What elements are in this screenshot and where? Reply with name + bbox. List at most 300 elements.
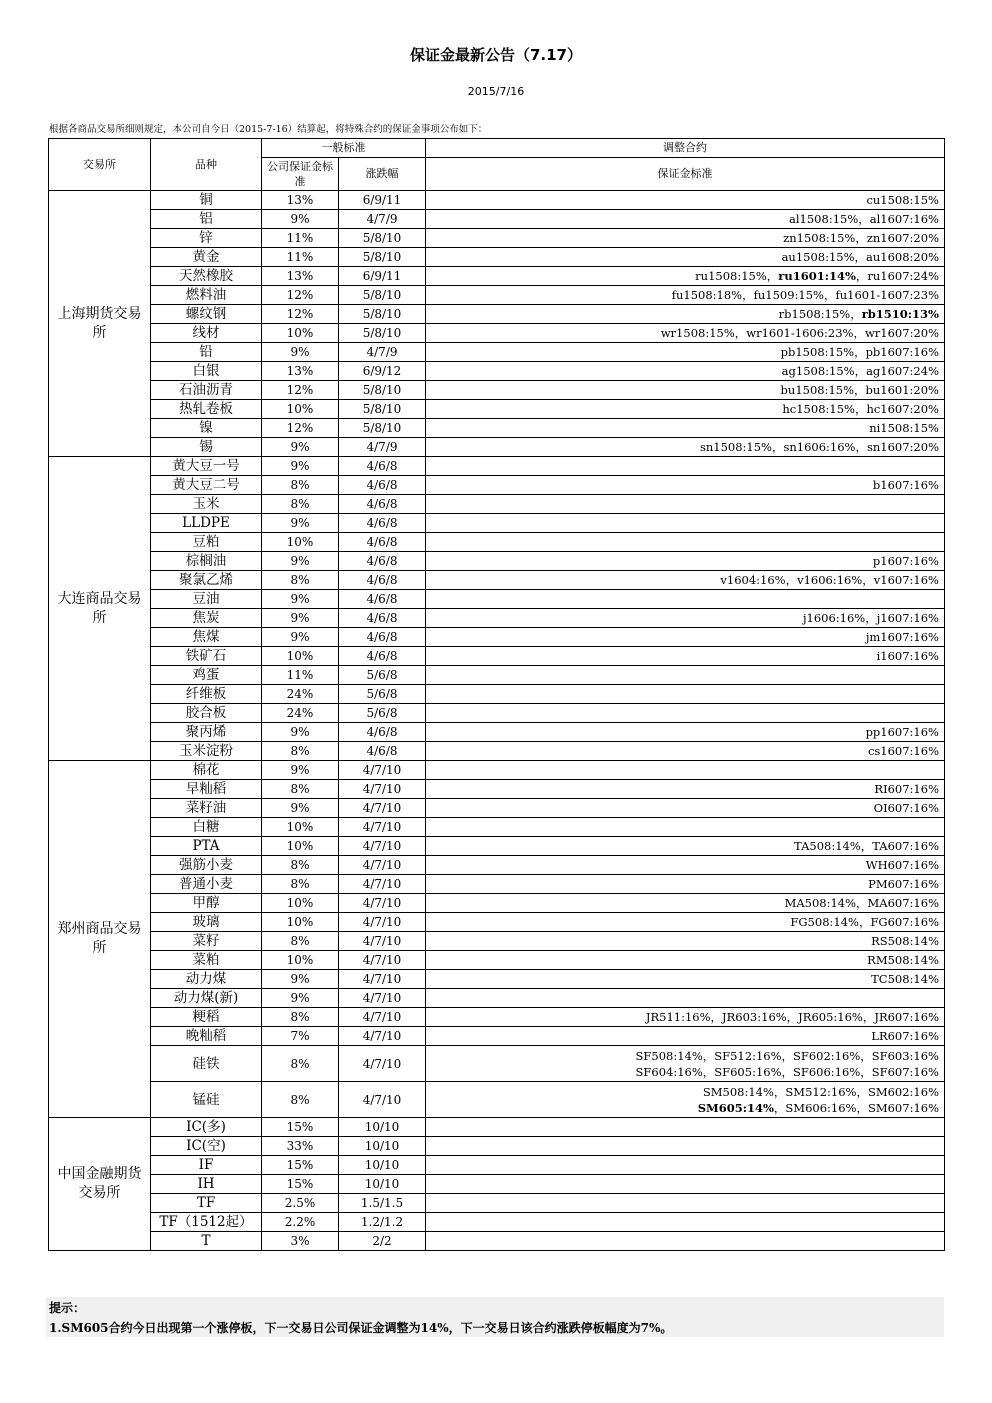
- margin-value: 9%: [262, 514, 339, 533]
- adjust-segment: rb1508:15%，: [778, 307, 862, 321]
- adjusted-contracts: [426, 799, 945, 818]
- limit-value: 4/7/9: [339, 343, 426, 362]
- table-row: [49, 533, 945, 552]
- table-row: [49, 609, 945, 628]
- margin-value: 9%: [262, 723, 339, 742]
- product-name: 动力煤(新): [151, 989, 262, 1008]
- margin-value: 9%: [262, 590, 339, 609]
- margin-value: 12%: [262, 419, 339, 438]
- adjust-segment: TA508:14%，TA607:16%: [794, 839, 939, 853]
- adjust-line: [431, 383, 939, 397]
- table-row: [49, 476, 945, 495]
- adjust-segment: ag1508:15%，ag1607:24%: [781, 364, 939, 378]
- adjust-segment: ru1601:14%: [778, 269, 856, 283]
- table-row: [49, 685, 945, 704]
- limit-value: 4/7/10: [339, 799, 426, 818]
- margin-value: 9%: [262, 343, 339, 362]
- adjusted-contracts: [426, 837, 945, 856]
- adjust-line: [431, 839, 939, 853]
- product-name: IF: [151, 1156, 262, 1175]
- adjusted-contracts: [426, 989, 945, 1008]
- table-row: [49, 457, 945, 476]
- table-row: [49, 818, 945, 837]
- adjusted-contracts: [426, 419, 945, 438]
- adjust-line: [431, 896, 939, 910]
- margin-value: 11%: [262, 248, 339, 267]
- adjusted-contracts: [426, 400, 945, 419]
- adjust-segment: WH607:16%: [865, 858, 939, 872]
- table-row: [49, 913, 945, 932]
- table-row: [49, 989, 945, 1008]
- adjusted-contracts: [426, 1046, 945, 1082]
- limit-value: 4/7/10: [339, 989, 426, 1008]
- table-row: [49, 1137, 945, 1156]
- product-name: 玉米淀粉: [151, 742, 262, 761]
- adjust-line: [431, 250, 939, 264]
- adjust-segment: JR511:16%，JR603:16%，JR605:16%，JR607:16%: [645, 1010, 939, 1024]
- limit-value: 4/7/10: [339, 913, 426, 932]
- product-name: IC(多): [151, 1118, 262, 1137]
- adjust-segment: b1607:16%: [872, 478, 939, 492]
- margin-value: 10%: [262, 818, 339, 837]
- adjust-segment: ，ru1607:24%: [855, 269, 939, 283]
- adjusted-contracts: [426, 875, 945, 894]
- margin-value: 8%: [262, 856, 339, 875]
- table-row: [49, 1213, 945, 1232]
- product-name: 焦炭: [151, 609, 262, 628]
- margin-value: 9%: [262, 438, 339, 457]
- adjusted-contracts: [426, 362, 945, 381]
- limit-value: 1.2/1.2: [339, 1213, 426, 1232]
- product-name: 硅铁: [151, 1046, 262, 1082]
- adjust-segment: pp1607:16%: [865, 725, 939, 739]
- adjust-line: [431, 725, 939, 739]
- table-row: [49, 951, 945, 970]
- adjust-line: [431, 953, 939, 967]
- adjust-segment: RS508:14%: [871, 934, 939, 948]
- limit-value: 6/9/12: [339, 362, 426, 381]
- limit-value: 4/6/8: [339, 495, 426, 514]
- table-row: [49, 647, 945, 666]
- margin-value: 10%: [262, 837, 339, 856]
- table-row: [49, 495, 945, 514]
- adjusted-contracts: [426, 590, 945, 609]
- adjust-line: [431, 364, 939, 378]
- document-date: 2015/7/16: [467, 85, 525, 98]
- adjust-line: [431, 307, 939, 321]
- product-name: 菜粕: [151, 951, 262, 970]
- product-name: 玻璃: [151, 913, 262, 932]
- table-row: [49, 1082, 945, 1118]
- adjusted-contracts: [426, 495, 945, 514]
- margin-value: 9%: [262, 609, 339, 628]
- margin-value: 8%: [262, 1082, 339, 1118]
- margin-value: 9%: [262, 970, 339, 989]
- adjust-segment: SF604:16%，SF605:16%，SF606:16%，SF607:16%: [635, 1064, 939, 1079]
- adjusted-contracts: [426, 761, 945, 780]
- table-row: [49, 552, 945, 571]
- table-row: [49, 1194, 945, 1213]
- note-box: [46, 1297, 944, 1337]
- margin-value: 9%: [262, 457, 339, 476]
- margin-value: 10%: [262, 400, 339, 419]
- product-name: LLDPE: [151, 514, 262, 533]
- limit-value: 5/6/8: [339, 666, 426, 685]
- limit-value: 4/7/10: [339, 1082, 426, 1118]
- margin-value: 12%: [262, 381, 339, 400]
- limit-value: 4/7/10: [339, 970, 426, 989]
- limit-value: 4/7/10: [339, 932, 426, 951]
- table-row: [49, 1046, 945, 1082]
- table-row: [49, 1118, 945, 1137]
- table-row: [49, 932, 945, 951]
- table-row: [49, 704, 945, 723]
- table-row: [49, 590, 945, 609]
- product-name: 甲醇: [151, 894, 262, 913]
- margin-value: 24%: [262, 704, 339, 723]
- limit-value: 5/6/8: [339, 704, 426, 723]
- product-name: 线材: [151, 324, 262, 343]
- product-name: 早籼稻: [151, 780, 262, 799]
- adjusted-contracts: [426, 248, 945, 267]
- margin-value: 10%: [262, 647, 339, 666]
- adjusted-contracts: [426, 571, 945, 590]
- table-row: [49, 1175, 945, 1194]
- product-name: 纤维板: [151, 685, 262, 704]
- limit-value: 5/8/10: [339, 324, 426, 343]
- limit-value: 4/7/10: [339, 856, 426, 875]
- margin-value: 9%: [262, 761, 339, 780]
- table-row: [49, 400, 945, 419]
- limit-value: 5/8/10: [339, 419, 426, 438]
- adjust-line: [431, 573, 939, 587]
- adjusted-contracts: [426, 1232, 945, 1251]
- table-row: [49, 1156, 945, 1175]
- adjust-segment: SF508:14%，SF512:16%，SF602:16%，SF603:16%: [635, 1048, 939, 1063]
- adjusted-contracts: [426, 1082, 945, 1118]
- margin-value: 13%: [262, 267, 339, 286]
- table-body: [49, 191, 945, 1251]
- table-row: [49, 571, 945, 590]
- product-name: 黄金: [151, 248, 262, 267]
- table-row: [49, 343, 945, 362]
- product-name: 铁矿石: [151, 647, 262, 666]
- adjusted-contracts: [426, 476, 945, 495]
- adjust-line: [431, 345, 939, 359]
- limit-value: 4/7/10: [339, 837, 426, 856]
- margin-value: 24%: [262, 685, 339, 704]
- margin-value: 10%: [262, 913, 339, 932]
- adjust-line: [431, 554, 939, 568]
- limit-value: 5/6/8: [339, 685, 426, 704]
- intro-text: 根据各商品交易所细则规定，本公司自今日（2015-7-16）结算起，将特殊合约的保证金事项公布如下：: [49, 124, 488, 135]
- adjust-segment: cs1607:16%: [867, 744, 939, 758]
- adjusted-contracts: [426, 970, 945, 989]
- adjust-segment: FG508:14%，FG607:16%: [790, 915, 939, 929]
- limit-value: 4/6/8: [339, 552, 426, 571]
- limit-value: 5/8/10: [339, 286, 426, 305]
- adjust-segment: zn1508:15%，zn1607:20%: [783, 231, 939, 245]
- table-row: [49, 362, 945, 381]
- adjusted-contracts: [426, 818, 945, 837]
- margin-table: [48, 138, 945, 1251]
- header-row: [49, 139, 945, 158]
- adjust-segment: p1607:16%: [872, 554, 939, 568]
- table-row: [49, 419, 945, 438]
- adjusted-contracts: [426, 457, 945, 476]
- margin-value: 33%: [262, 1137, 339, 1156]
- adjusted-contracts: [426, 1118, 945, 1137]
- limit-value: 1.5/1.5: [339, 1194, 426, 1213]
- margin-value: 9%: [262, 210, 339, 229]
- exchange-name: 郑州商品交易所: [49, 761, 151, 1118]
- product-name: 焦煤: [151, 628, 262, 647]
- product-name: IH: [151, 1175, 262, 1194]
- adjust-line: [431, 421, 939, 435]
- product-name: 菜籽: [151, 932, 262, 951]
- product-name: 锡: [151, 438, 262, 457]
- table-row: [49, 970, 945, 989]
- product-name: 胶合板: [151, 704, 262, 723]
- adjust-line: [431, 877, 939, 891]
- product-name: 鸡蛋: [151, 666, 262, 685]
- adjust-segment: v1604:16%，v1606:16%，v1607:16%: [720, 573, 939, 587]
- adjusted-contracts: [426, 723, 945, 742]
- margin-value: 8%: [262, 780, 339, 799]
- adjust-line: [431, 1029, 939, 1043]
- limit-value: 4/7/9: [339, 210, 426, 229]
- margin-value: 15%: [262, 1156, 339, 1175]
- adjusted-contracts: [426, 438, 945, 457]
- margin-value: 10%: [262, 951, 339, 970]
- header-limit: 涨跌幅: [339, 158, 426, 191]
- adjust-line: [431, 1100, 939, 1116]
- adjust-line: [431, 1048, 939, 1064]
- adjusted-contracts: [426, 609, 945, 628]
- adjusted-contracts: [426, 628, 945, 647]
- adjust-segment: RI607:16%: [874, 782, 939, 796]
- adjust-line: [431, 915, 939, 929]
- adjust-line: [431, 972, 939, 986]
- document-title: 保证金最新公告（7.17）: [409, 46, 582, 64]
- adjust-line: [431, 1064, 939, 1080]
- product-name: 燃料油: [151, 286, 262, 305]
- table-row: [49, 305, 945, 324]
- limit-value: 4/6/8: [339, 742, 426, 761]
- adjust-segment: OI607:16%: [873, 801, 939, 815]
- limit-value: 4/7/10: [339, 875, 426, 894]
- margin-value: 8%: [262, 875, 339, 894]
- adjust-line: [431, 934, 939, 948]
- adjust-segment: au1508:15%，au1608:20%: [781, 250, 939, 264]
- limit-value: 4/7/9: [339, 438, 426, 457]
- margin-value: 3%: [262, 1232, 339, 1251]
- product-name: 玉米: [151, 495, 262, 514]
- adjust-line: [431, 1010, 939, 1024]
- margin-value: 10%: [262, 894, 339, 913]
- margin-value: 9%: [262, 552, 339, 571]
- table-row: [49, 894, 945, 913]
- limit-value: 2/2: [339, 1232, 426, 1251]
- header-exchange: 交易所: [49, 139, 151, 191]
- adjust-segment: pb1508:15%，pb1607:16%: [780, 345, 939, 359]
- adjusted-contracts: [426, 267, 945, 286]
- adjusted-contracts: [426, 1137, 945, 1156]
- limit-value: 10/10: [339, 1118, 426, 1137]
- limit-value: 4/7/10: [339, 780, 426, 799]
- margin-value: 9%: [262, 628, 339, 647]
- product-name: 聚氯乙烯: [151, 571, 262, 590]
- limit-value: 5/8/10: [339, 381, 426, 400]
- limit-value: 5/8/10: [339, 229, 426, 248]
- table-row: [49, 248, 945, 267]
- table-row: [49, 229, 945, 248]
- adjusted-contracts: [426, 229, 945, 248]
- adjusted-contracts: [426, 191, 945, 210]
- product-name: PTA: [151, 837, 262, 856]
- adjust-segment: jm1607:16%: [865, 630, 939, 644]
- adjust-line: [431, 782, 939, 796]
- adjusted-contracts: [426, 305, 945, 324]
- product-name: 普通小麦: [151, 875, 262, 894]
- margin-value: 8%: [262, 742, 339, 761]
- table-row: [49, 267, 945, 286]
- adjusted-contracts: [426, 856, 945, 875]
- adjust-segment: MA508:14%，MA607:16%: [784, 896, 939, 910]
- product-name: 粳稻: [151, 1008, 262, 1027]
- limit-value: 4/6/8: [339, 647, 426, 666]
- adjust-segment: j1606:16%，j1607:16%: [802, 611, 939, 625]
- limit-value: 4/6/8: [339, 476, 426, 495]
- margin-value: 12%: [262, 286, 339, 305]
- margin-value: 9%: [262, 799, 339, 818]
- adjust-line: [431, 231, 939, 245]
- header-company-margin: 公司保证金标准: [262, 158, 339, 191]
- limit-value: 4/6/8: [339, 533, 426, 552]
- table-row: [49, 723, 945, 742]
- limit-value: 4/7/10: [339, 1046, 426, 1082]
- product-name: 菜籽油: [151, 799, 262, 818]
- note-text: 1.SM605合约今日出现第一个涨停板，下一交易日公司保证金调整为14%，下一交易日该合约涨跌停板幅度为7%。: [49, 1321, 673, 1335]
- product-name: 铜: [151, 191, 262, 210]
- adjusted-contracts: [426, 913, 945, 932]
- adjusted-contracts: [426, 286, 945, 305]
- adjust-segment: TC508:14%: [871, 972, 939, 986]
- limit-value: 4/6/8: [339, 457, 426, 476]
- table-row: [49, 438, 945, 457]
- product-name: TF（1512起）: [151, 1213, 262, 1232]
- adjust-line: [431, 478, 939, 492]
- table-row: [49, 875, 945, 894]
- product-name: TF: [151, 1194, 262, 1213]
- margin-value: 8%: [262, 932, 339, 951]
- limit-value: 6/9/11: [339, 267, 426, 286]
- limit-value: 4/7/10: [339, 818, 426, 837]
- product-name: IC(空): [151, 1137, 262, 1156]
- adjust-line: [431, 649, 939, 663]
- margin-value: 12%: [262, 305, 339, 324]
- table-row: [49, 780, 945, 799]
- adjusted-contracts: [426, 894, 945, 913]
- product-name: 强筋小麦: [151, 856, 262, 875]
- adjust-line: [431, 288, 939, 302]
- product-name: 聚丙烯: [151, 723, 262, 742]
- adjusted-contracts: [426, 932, 945, 951]
- exchange-name: 大连商品交易所: [49, 457, 151, 761]
- margin-value: 8%: [262, 1046, 339, 1082]
- product-name: 棉花: [151, 761, 262, 780]
- adjust-line: [431, 744, 939, 758]
- note-title: 提示：: [49, 1301, 86, 1315]
- limit-value: 4/7/10: [339, 951, 426, 970]
- margin-value: 10%: [262, 533, 339, 552]
- adjusted-contracts: [426, 552, 945, 571]
- adjust-line: [431, 440, 939, 454]
- adjust-line: [431, 269, 939, 283]
- product-name: 棕榈油: [151, 552, 262, 571]
- header-margin-standard: 保证金标准: [426, 158, 945, 191]
- table-row: [49, 837, 945, 856]
- margin-value: 8%: [262, 476, 339, 495]
- product-name: 黄大豆二号: [151, 476, 262, 495]
- adjust-line: [431, 1084, 939, 1100]
- table-row: [49, 324, 945, 343]
- product-name: 豆粕: [151, 533, 262, 552]
- adjust-segment: bu1508:15%，bu1601:20%: [780, 383, 939, 397]
- header-product: 品种: [151, 139, 262, 191]
- adjusted-contracts: [426, 343, 945, 362]
- adjusted-contracts: [426, 1213, 945, 1232]
- adjust-segment: wr1508:15%，wr1601-1606:23%，wr1607:20%: [660, 326, 939, 340]
- adjusted-contracts: [426, 1175, 945, 1194]
- adjusted-contracts: [426, 704, 945, 723]
- adjust-segment: sn1508:15%，sn1606:16%，sn1607:20%: [699, 440, 939, 454]
- adjusted-contracts: [426, 381, 945, 400]
- margin-value: 15%: [262, 1175, 339, 1194]
- limit-value: 5/8/10: [339, 305, 426, 324]
- product-name: 镍: [151, 419, 262, 438]
- product-name: T: [151, 1232, 262, 1251]
- limit-value: 4/7/10: [339, 894, 426, 913]
- margin-value: 9%: [262, 989, 339, 1008]
- adjust-segment: ，SM606:16%，SM607:16%: [773, 1100, 939, 1115]
- adjust-segment: fu1508:18%，fu1509:15%，fu1601-1607:23%: [671, 288, 939, 302]
- exchange-name: 中国金融期货交易所: [49, 1118, 151, 1251]
- limit-value: 10/10: [339, 1156, 426, 1175]
- adjust-line: [431, 858, 939, 872]
- adjust-segment: PM607:16%: [868, 877, 939, 891]
- limit-value: 4/6/8: [339, 723, 426, 742]
- adjusted-contracts: [426, 1027, 945, 1046]
- adjust-segment: LR607:16%: [871, 1029, 939, 1043]
- product-name: 动力煤: [151, 970, 262, 989]
- product-name: 热轧卷板: [151, 400, 262, 419]
- limit-value: 4/6/8: [339, 628, 426, 647]
- table-row: [49, 1232, 945, 1251]
- adjust-line: [431, 402, 939, 416]
- table-row: [49, 210, 945, 229]
- adjusted-contracts: [426, 647, 945, 666]
- margin-value: 2.2%: [262, 1213, 339, 1232]
- adjust-segment: RM508:14%: [867, 953, 939, 967]
- margin-value: 2.5%: [262, 1194, 339, 1213]
- adjust-segment: cu1508:15%: [866, 193, 939, 207]
- margin-value: 8%: [262, 1008, 339, 1027]
- adjust-segment: SM508:14%，SM512:16%，SM602:16%: [702, 1084, 939, 1099]
- table-row: [49, 1027, 945, 1046]
- limit-value: 10/10: [339, 1175, 426, 1194]
- margin-value: 8%: [262, 495, 339, 514]
